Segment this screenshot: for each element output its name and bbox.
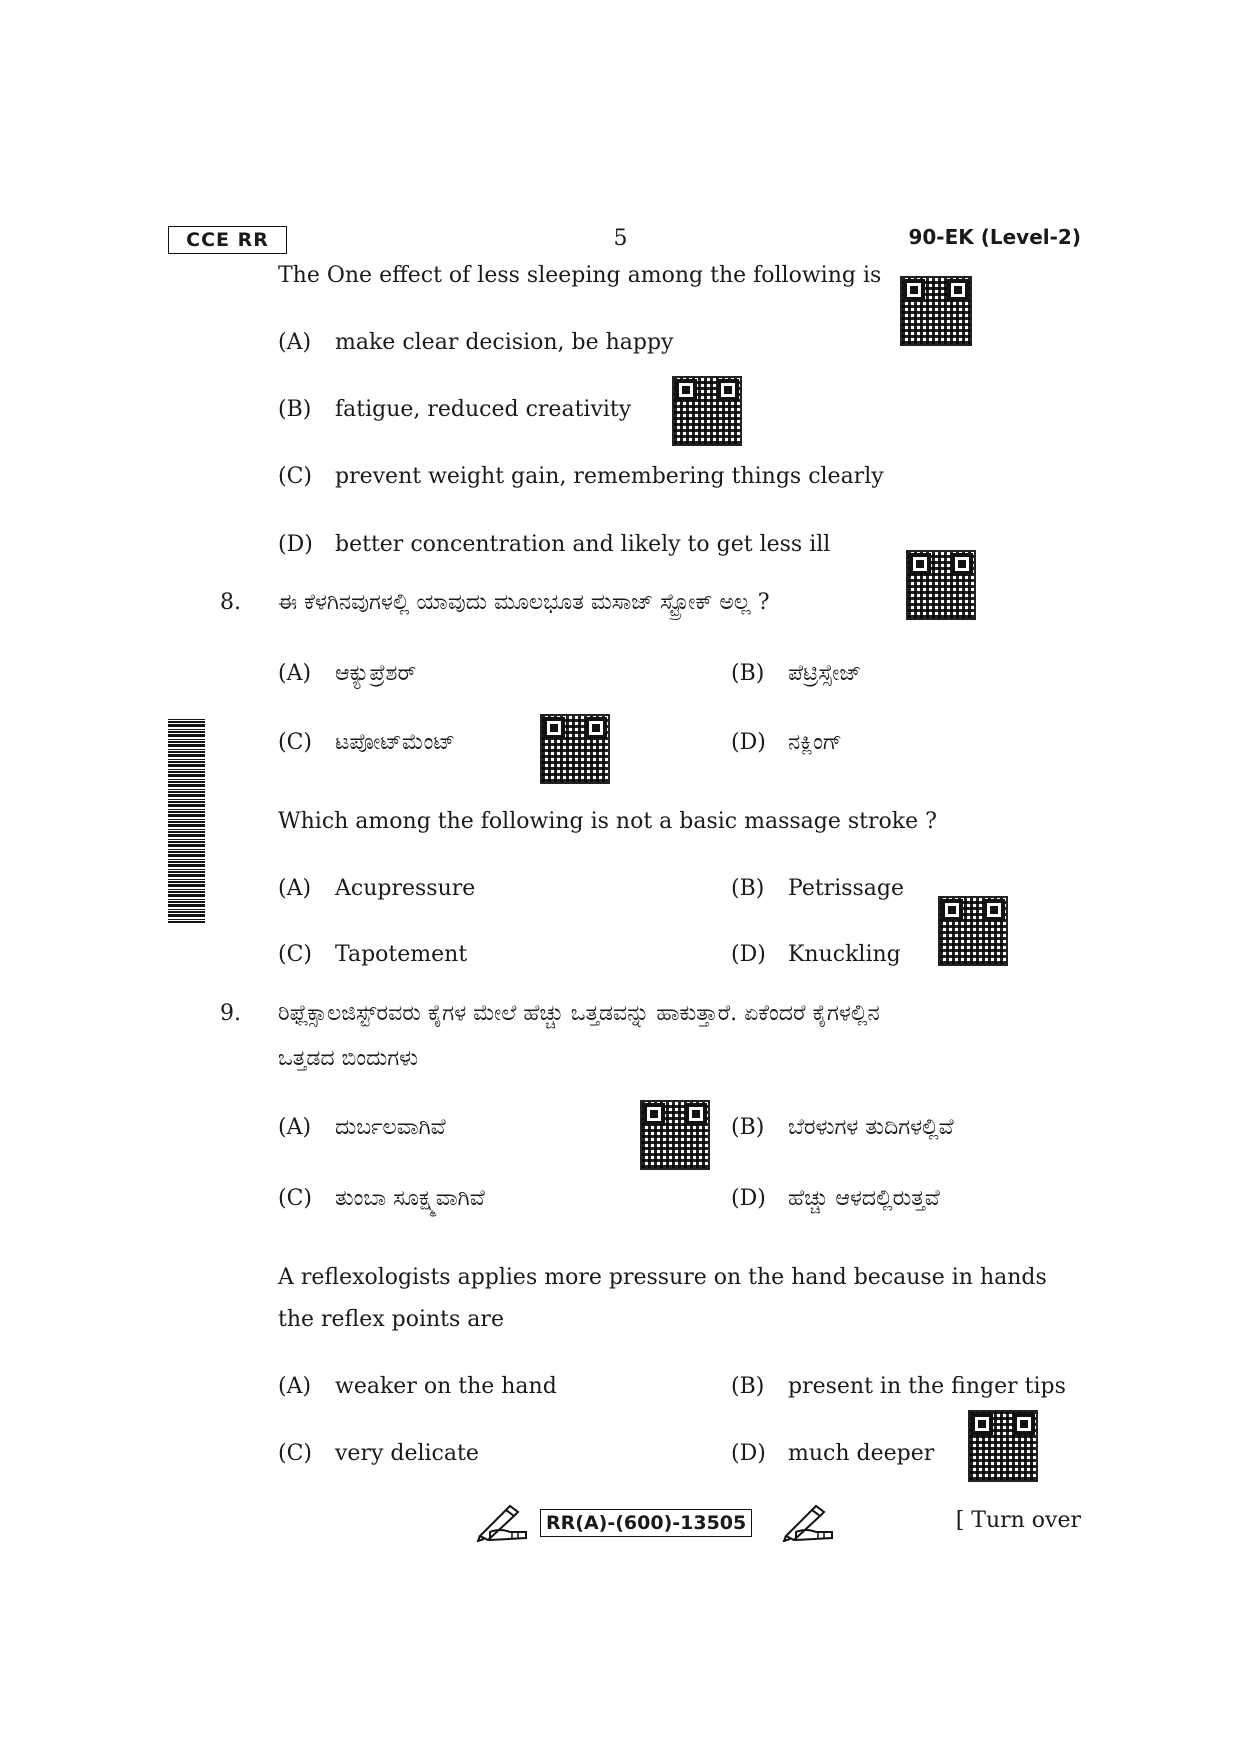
footer-code: RR(A)-(600)-13505 (540, 1509, 752, 1537)
header-right-code: 90-EK (Level-2) (908, 225, 1081, 249)
q9-kn-option-a-text: ದುರ್ಬಲವಾಗಿವೆ (335, 1115, 446, 1140)
writing-hand-icon (782, 1502, 838, 1542)
q8-kn-option-c-text: ಟಪೋಟ್‌ಮೆಂಟ್ (335, 730, 455, 755)
q8-en-option-a-letter: (A) (278, 876, 312, 901)
q8-en-option-c-text: Tapotement (335, 942, 468, 967)
q7-option-c-text: prevent weight gain, remembering things clearly (335, 464, 884, 489)
q7-option-a-letter: (A) (278, 330, 312, 355)
qr-code-icon (968, 1410, 1038, 1482)
q8-stem-en: Which among the following is not a basic massage stroke ? (278, 809, 937, 834)
q9-stem-en-line2: the reflex points are (278, 1307, 504, 1332)
q9-stem-kn-line1: ರಿಫ್ಲೆಕ್ಸಾಲಜಿಸ್ಟ್‌ರವರು ಕೈಗಳ ಮೇಲೆ ಹೆಚ್ಚು ಒತ್ತಡವನ್ನು ಹಾಕುತ್ತಾರೆ. ಏಕೆಂದರೆ ಕೈಗಳಲ್ಲಿನ (278, 1001, 880, 1026)
barcode (168, 717, 205, 923)
q7-option-a-text: make clear decision, be happy (335, 330, 674, 355)
q9-en-option-c-letter: (C) (278, 1441, 312, 1466)
q9-kn-option-a-letter: (A) (278, 1115, 312, 1140)
q9-kn-option-c-letter: (C) (278, 1186, 312, 1211)
q7-stem: The One effect of less sleeping among the following is (278, 263, 882, 288)
q9-en-option-d-letter: (D) (731, 1441, 766, 1466)
q8-en-option-b-text: Petrissage (788, 876, 905, 901)
qr-code-icon (540, 714, 610, 784)
q9-en-option-a-text: weaker on the hand (335, 1374, 557, 1399)
q7-option-b-text: fatigue, reduced creativity (335, 397, 632, 422)
q9-en-option-b-text: present in the finger tips (788, 1374, 1066, 1399)
q8-number: 8. (220, 590, 241, 615)
q9-kn-option-b-text: ಬೆರಳುಗಳ ತುದಿಗಳಲ್ಲಿವೆ (788, 1115, 954, 1140)
q8-kn-option-d-letter: (D) (731, 730, 766, 755)
q9-kn-option-b-letter: (B) (731, 1115, 765, 1140)
q9-en-option-b-letter: (B) (731, 1374, 765, 1399)
q7-option-c-letter: (C) (278, 464, 312, 489)
q9-en-option-c-text: very delicate (335, 1441, 479, 1466)
q9-number: 9. (220, 1001, 241, 1026)
q9-kn-option-d-text: ಹೆಚ್ಚು ಆಳದಲ್ಲಿರುತ್ತವೆ (788, 1186, 940, 1211)
q8-en-option-d-letter: (D) (731, 942, 766, 967)
q9-stem-en-line1: A reflexologists applies more pressure on the hand because in hands (278, 1265, 1047, 1290)
qr-code-icon (906, 550, 976, 620)
q8-kn-option-b-text: ಪೆಟ್ರಿಸ್ಸೇಜ್ (788, 661, 862, 686)
q7-option-d-text: better concentration and likely to get less ill (335, 532, 831, 557)
q9-en-option-a-letter: (A) (278, 1374, 312, 1399)
q8-kn-option-d-text: ನಕ್ಲಿಂಗ್ (788, 730, 842, 755)
qr-code-icon (672, 376, 742, 446)
turn-over-text: [ Turn over (955, 1508, 1081, 1533)
q7-option-d-letter: (D) (278, 532, 313, 557)
q9-kn-option-d-letter: (D) (731, 1186, 766, 1211)
qr-code-icon (900, 276, 972, 346)
q9-en-option-d-text: much deeper (788, 1441, 935, 1466)
qr-code-icon (938, 896, 1008, 966)
q8-stem-kn: ಈ ಕೆಳಗಿನವುಗಳಲ್ಲಿ ಯಾವುದು ಮೂಲಭೂತ ಮಸಾಜ್ ಸ್ಟ್ರೋಕ್ ಅಲ್ಲ ? (278, 590, 770, 615)
writing-hand-icon (476, 1502, 532, 1542)
q8-kn-option-c-letter: (C) (278, 730, 312, 755)
header-left-code: CCE RR (168, 226, 287, 254)
q9-kn-option-c-text: ತುಂಬಾ ಸೂಕ್ಷ್ಮವಾಗಿವೆ (335, 1186, 485, 1211)
q8-en-option-a-text: Acupressure (335, 876, 476, 901)
q9-stem-kn-line2: ಒತ್ತಡದ ಬಿಂದುಗಳು (278, 1046, 419, 1071)
q8-kn-option-a-text: ಆಕ್ಯುಪ್ರೆಶರ್ (335, 661, 417, 686)
q8-en-option-c-letter: (C) (278, 942, 312, 967)
q8-kn-option-a-letter: (A) (278, 661, 312, 686)
page-number: 5 (613, 226, 628, 251)
qr-code-icon (640, 1100, 710, 1170)
q7-option-b-letter: (B) (278, 397, 312, 422)
q8-en-option-b-letter: (B) (731, 876, 765, 901)
q8-en-option-d-text: Knuckling (788, 942, 901, 967)
q8-kn-option-b-letter: (B) (731, 661, 765, 686)
